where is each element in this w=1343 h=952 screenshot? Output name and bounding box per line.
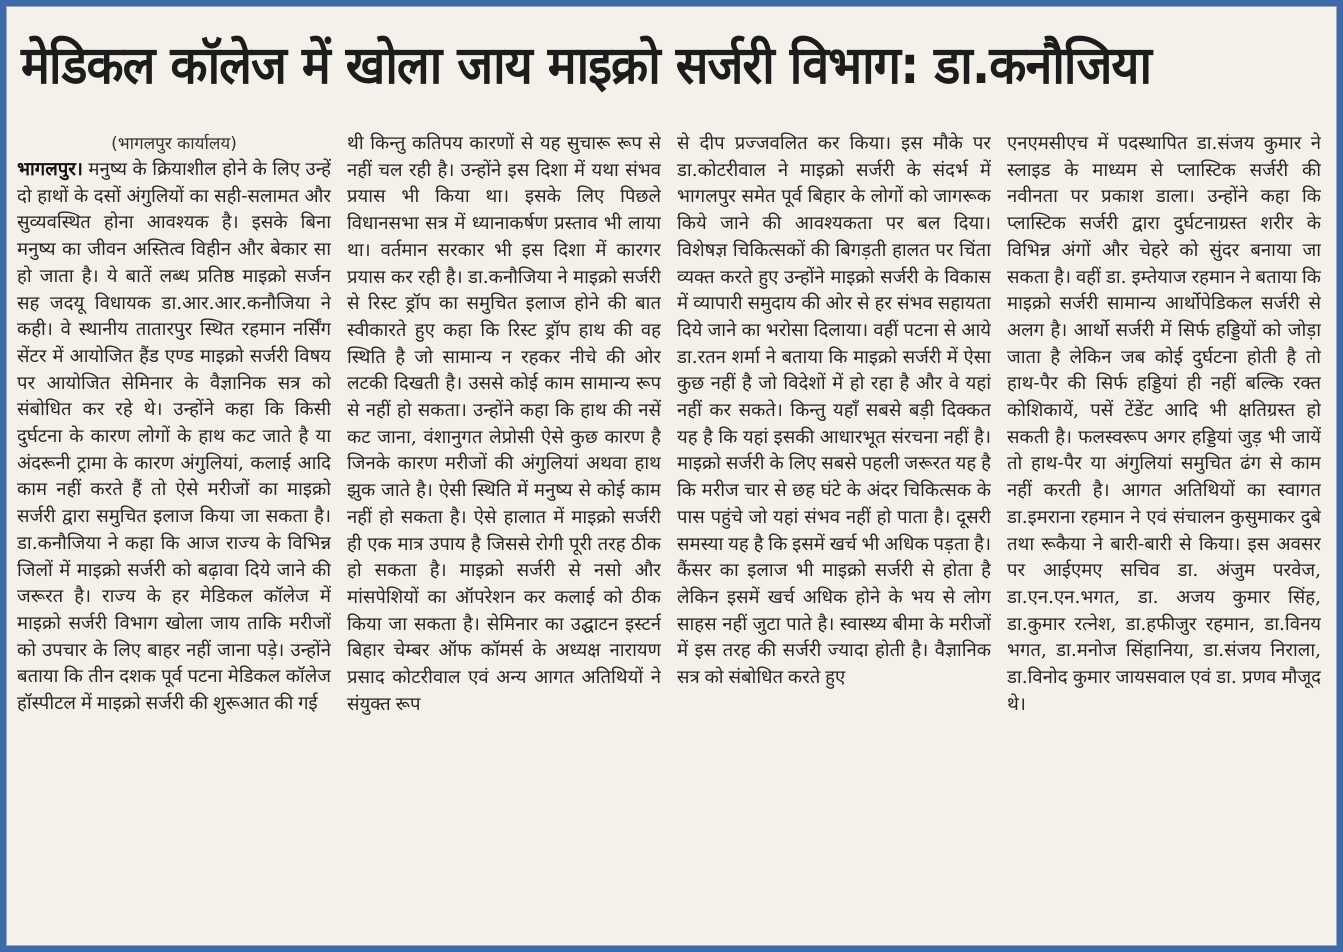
article-column-2 — [347, 131, 661, 941]
column-1-body: मनुष्य के क्रियाशील होने के लिए उन्हें दो हाथों के दसों अंगुलियों का सही-सलामत और सुव्यवस्थित होना आवश्यक है। इसके बिना मनुष्य का जीवन अस्तित्व विहीन और बेकार सा हो जाता है। ये बातें लब्ध प्रतिष्ठ माइक्रो सर्जन सह जदयू विधायक डा.आर.आर.कनौजिया ने कही। वे स्थानीय तातारपुर स्थित रहमान नर्सिंग सेंटर में आयोजित हैंड एण्ड माइक्रो सर्जरी विषय पर आयोजित सेमिनार के वैज्ञानिक सत्र को संबोधित कर रहे थे। उन्होंने कहा कि किसी दुर्घटना के कारण लोगों के हाथ कट जाते है या अंदरूनी ट्रामा के कारण अंगुलियां, कलाई आदि काम नहीं करते हैं तो ऐसे मरीजों का माइक्रो सर्जरी द्वारा समुचित इलाज किया जा सकता है। डा.कनौजिया ने कहा कि आज राज्य के विभिन्न जिलों में माइक्रो सर्जरी को बढ़ावा दिये जाने की जरूरत है। राज्य के हर मेडिकल कॉलेज में माइक्रो सर्जरी विभाग खोला जाय ताकि मरीजों को उपचार के लिए बाहर नहीं जाना पड़े। उन्होंने बताया कि तीन दशक पूर्व पटना मेडिकल कॉलेज हॉस्पीटल में माइक्रो सर्जरी की शुरूआत की गई — [17, 159, 331, 715]
column-3-text: से दीप प्रज्जवलित कर किया। इस मौके पर डा.कोटरीवाल ने माइक्रो सर्जरी के संदर्भ में भागलपुर समेत पूर्व बिहार के लोगों को जागरूक किये जाने की आवश्यकता पर बल दिया। विशेषज्ञ चिकित्सकों की बिगड़ती हालत पर चिंता व्यक्त करते हुए उन्होंने माइक्रो सर्जरी के विकास में व्यापारी समुदाय की ओर से हर संभव सहायता दिये जाने का भरोसा दिलाया। वहीं पटना से आये डा.रतन शर्मा ने बताया कि माइक्रो सर्जरी में ऐसा कुछ नहीं है जो विदेशों में हो रहा है और वे यहां नहीं कर सकते। किन्तु यहाँ सबसे बड़ी दिक्कत यह है कि यहां इसकी आधारभूत संरचना नहीं है। माइक्रो सर्जरी के लिए सबसे पहली जरूरत यह है कि मरीज चार से छह घंटे के अंदर चिकित्सक के पास पहुंचे जो यहां संभव नहीं हो पाता है। दूसरी समस्या यह है कि इसमें खर्च भी अधिक पड़ता है। कैंसर का इलाज भी माइक्रो सर्जरी से होता है लेकिन इसमें खर्च अधिक होने के भय से लोग साहस नहीं जुटा पाते है। स्वास्थ्य बीमा के मरीजों में इस तरह की सर्जरी ज्यादा होती है। वैज्ञानिक सत्र को संबोधित करते हुए — [677, 133, 991, 689]
headline: मेडिकल कॉलेज में खोला जाय माइक्रो सर्जरी विभाग: डा.कनौजिया — [21, 36, 1152, 96]
newspaper-clipping — [6, 6, 1337, 946]
article-column-1 — [17, 131, 331, 941]
bureau-dateline: (भागलपुर कार्यालय) — [111, 134, 237, 154]
article-column-4 — [1007, 131, 1321, 941]
article-column-3 — [677, 131, 991, 941]
column-1-text — [17, 157, 331, 718]
column-4-text: एनएमसीएच में पदस्थापित डा.संजय कुमार ने स्लाइड के माध्यम से प्लास्टिक सर्जरी की नवीनता पर प्रकाश डाला। उन्होंने कहा कि प्लास्टिक सर्जरी द्वारा दुर्घटनाग्रस्त शरीर के विभिन्न अंगों और चेहरे को सुंदर बनाया जा सकता है। वहीं डा. इम्तेयाज रहमान ने बताया कि माइक्रो सर्जरी सामान्य आर्थोपेडिकल सर्जरी से अलग है। आर्थो सर्जरी में सिर्फ हड्डियों को जोड़ा जाता है लेकिन जब कोई दुर्घटना होती है तो हाथ-पैर की सिर्फ हड्डियां ही नहीं बल्कि रक्त कोशिकायें, पसें टेंडेंट आदि भी क्षतिग्रस्त हो सकती है। फलस्वरूप अगर हड्डियां जुड़ भी जायें तो हाथ-पैर या अंगुलियां समुचित ढंग से काम नहीं करती है। आगत अतिथियों का स्वागत डा.इमराना रहमान ने एवं संचालन कुसुमाकर दुबे तथा रूकैया ने बारी-बारी से किया। इस अवसर पर आईएमए सचिव डा. अंजुम परवेज, डा.एन.एन.भगत, डा. अजय कुमार सिंह, डा.कुमार रत्नेश, डा.हफीजुर रहमान, डा.विनय भगत, डा.मनोज सिंहानिया, डा.संजय निराला, डा.विनोद कुमार जायसवाल एवं डा. प्रणव मौजूद थे। — [1007, 133, 1321, 715]
column-2-text: थी किन्तु कतिपय कारणों से यह सुचारू रूप से नहीं चल रही है। उन्होंने इस दिशा में यथा संभव प्रयास भी किया था। इसके लिए पिछले विधानसभा सत्र में ध्यानाकर्षण प्रस्ताव भी लाया था। वर्तमान सरकार भी इस दिशा में कारगर प्रयास कर रही है। डा.कनौजिया ने माइक्रो सर्जरी से रिस्ट ड्रॉप का समुचित इलाज होने की बात स्वीकारते हुए कहा कि रिस्ट ड्रॉप हाथ की वह स्थिति है जो सामान्य न रहकर नीचे की ओर लटकी दिखती है। उससे कोई काम सामान्य रूप से नहीं हो सकता। उन्होंने कहा कि हाथ की नसें कट जाना, वंशानुगत लेप्रोसी ऐसे कुछ कारण है जिनके कारण मरीजों की अंगुलियां अथवा हाथ झुक जाते है। ऐसी स्थिति में मनुष्य से कोई काम नहीं हो सकता है। ऐसे हालात में माइक्रो सर्जरी ही एक मात्र उपाय है जिससे रोगी पूरी तरह ठीक हो सकता है। माइक्रो सर्जरी से नसो और मांसपेशियों का ऑपरेशन कर कलाई को ठीक किया जा सकता है। सेमिनार का उद्घाटन इस्टर्न बिहार चेम्बर ऑफ कॉमर्स के अध्यक्ष नारायण प्रसाद कोटरीवाल एवं अन्य आगत अतिथियों ने संयुक्त रूप — [347, 133, 661, 715]
dateline-city: भागलपुर। — [17, 159, 83, 180]
